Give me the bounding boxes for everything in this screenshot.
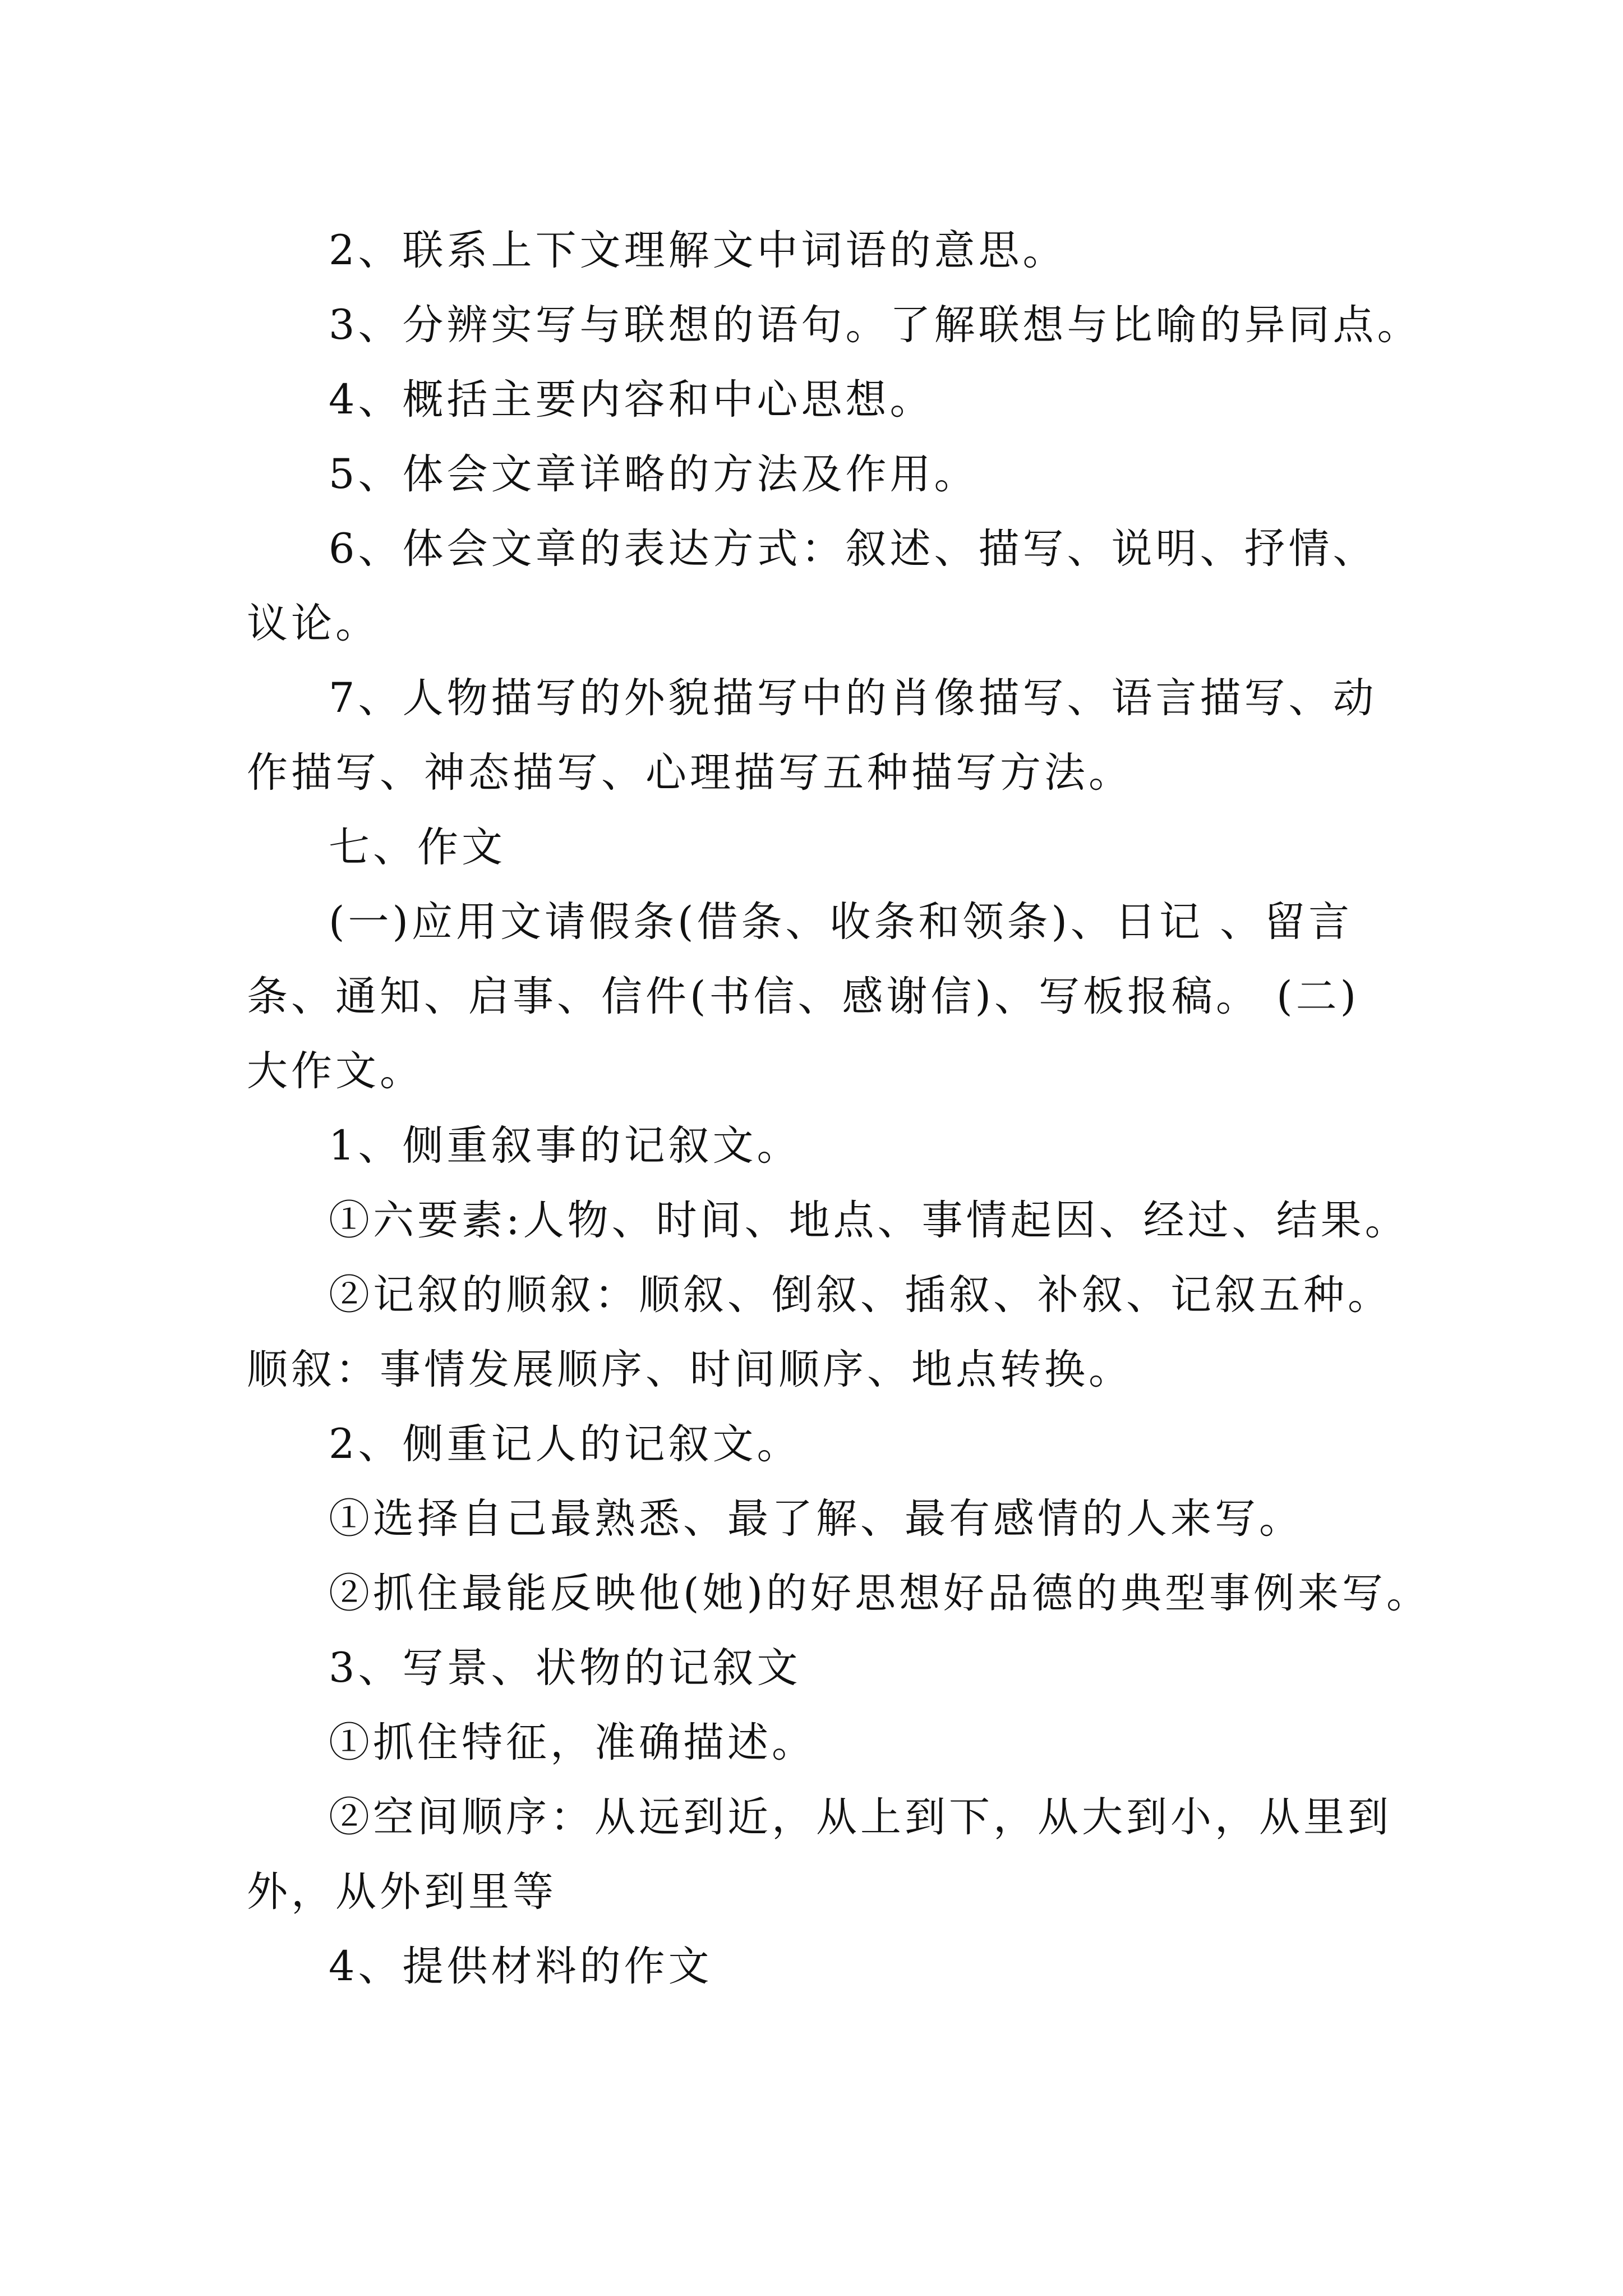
text-line: 条、通知、启事、信件(书信、感谢信)、写板报稿。 (二) [247,973,1360,1020]
text-line: ①六要素:人物、时间、地点、事情起因、经过、结果。 [329,1197,1409,1244]
text-line: ①选择自己最熟悉、最了解、最有感情的人来写。 [329,1495,1303,1543]
section-heading: 七、作文 [329,823,506,871]
text-line: ②抓住最能反映他(她)的好思想好品德的典型事例来写。 [329,1570,1431,1617]
text-line: 5、体会文章详略的方法及作用。 [329,450,979,498]
text-line: 议论。 [247,600,380,647]
text-line: 3、分辨实写与联想的语句。了解联想与比喻的异同点。 [329,301,1422,349]
text-line: 4、概括主要内容和中心思想。 [329,376,934,424]
text-line: 作描写、神态描写、心理描写五种描写方法。 [247,749,1133,797]
text-line: 大作文。 [247,1047,424,1095]
text-line: 7、人物描写的外貌描写中的肖像描写、语言描写、动 [329,674,1377,722]
text-line: 6、体会文章的表达方式：叙述、描写、说明、抒情、 [329,525,1377,573]
text-line: ②记叙的顺叙：顺叙、倒叙、插叙、补叙、记叙五种。 [329,1271,1392,1319]
text-line: ②空间顺序：从远到近，从上到下，从大到小，从里到 [329,1793,1392,1841]
text-line: 2、联系上下文理解文中词语的意思。 [329,227,1067,274]
text-line: 外，从外到里等 [247,1868,557,1916]
text-line: 顺叙：事情发展顺序、时间顺序、地点转换。 [247,1346,1133,1393]
document-body [247,213,1431,2004]
text-line: (一)应用文请假条(借条、收条和领条)、日记 、留言 [329,898,1353,946]
text-line: 3、写景、状物的记叙文 [329,1644,801,1692]
text-line: 1、侧重叙事的记叙文。 [329,1122,801,1170]
text-line: ①抓住特征，准确描述。 [329,1719,816,1766]
text-line: 4、提供材料的作文 [329,1943,713,1990]
text-line: 2、侧重记人的记叙文。 [329,1420,801,1468]
